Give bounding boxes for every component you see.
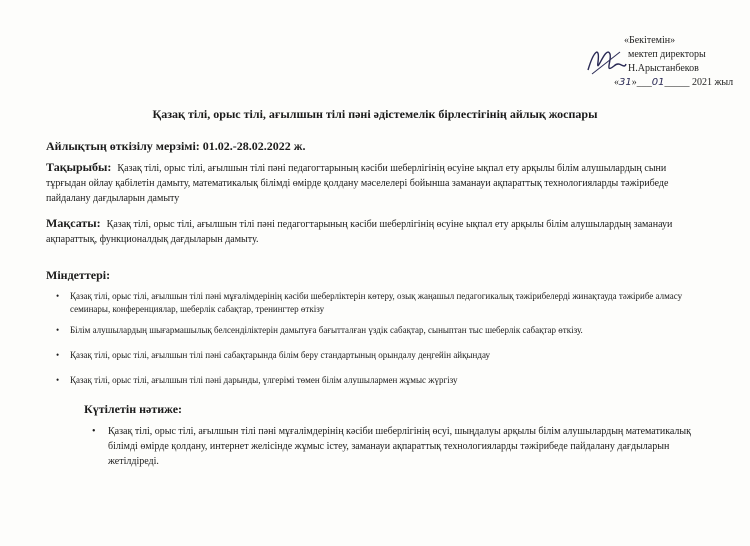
goal-text: Қазақ тілі, орыс тілі, ағылшын тілі пәні педагогтарының кәсіби шеберлігінің өсуіне ықпал ету арқылы білім алушылардың заманауи ақпараттық, функционалдық дағдыларын дамыту. (46, 219, 673, 245)
document-title: Қазақ тілі, орыс тілі, ағылшын тілі пәні әдістемелік бірлестігінің айлық жоспары (152, 107, 598, 121)
result-list (92, 424, 712, 469)
deadline-line: Айлықтың өткізілу мерзімі: 01.02.-28.02.2022 ж. (46, 139, 306, 153)
goal-section (46, 216, 686, 247)
approval-line1: «Бекітемін» (624, 35, 676, 46)
tasks-list (56, 374, 706, 387)
list-item: • Білім алушылардың шығармашылық белсенділіктерін дамытуға бағытталған үздік сабақтар, сыныптан тыс шеберлік сабақтар өткізу. (56, 325, 583, 335)
date-month: 01 (651, 77, 665, 88)
approval-line3: Н.Арыстанбеков (628, 63, 699, 74)
bullet-icon: • (92, 426, 96, 437)
topic-section (46, 160, 686, 206)
tasks-list (56, 324, 706, 337)
result-heading: Күтілетін нәтиже: (84, 402, 183, 416)
list-item: • Қазақ тілі, орыс тілі, ағылшын тілі пәні дарынды, үлгерімі төмен білім алушылармен жұмыс жүргізу (56, 375, 458, 385)
topic-text: Қазақ тілі, орыс тілі, ағылшын тілі пәні педагогтарының кәсіби шеберлігінің өсуіне ықпал ету арқылы білім алушылардың сыни тұрғыдан ойлау қабілетін дамыту, математикалық білімді өмірде қолдану мәселелері бойынша заманауи ақпараттық технологияларды тәжірибеде пайдалану дағдыларын дамыту (46, 163, 669, 204)
list-item: • Қазақ тілі, орыс тілі, ағылшын тілі пәні сабақтарында білім беру стандартының орындалу деңгейін айқындау (56, 350, 490, 360)
goal-label: Мақсаты: (46, 216, 101, 230)
approval-date: «31»___01_____ 2021 жыл (614, 77, 734, 88)
bullet-icon: • (56, 375, 60, 385)
list-item: • Қазақ тілі, орыс тілі, ағылшын тілі пәні мұғалімдерінің кәсіби шеберліктерін көтеру, озық жаңашыл педагогикалық тәжірибелерді жинақтауда тәжірибе алмасу семинары, конференциялар, шеберлік сабақтар, тренингтер өткізу (56, 291, 683, 314)
bullet-icon: • (56, 350, 60, 360)
tasks-list (56, 290, 706, 316)
list-item: • Қазақ тілі, орыс тілі, ағылшын тілі пәні мұғалімдерінің кәсіби шеберлігінің өсуі, шыңдалуы арқылы білім алушылардың математикалық білімді өмірде қолдану, интернет желісінде жұмыс істеу, заманауи ақпараттық технологияларды тәжірибеде пайдалану дағдыларын жетілдіреді. (92, 426, 691, 467)
tasks-list (56, 349, 706, 362)
bullet-icon: • (56, 291, 60, 301)
approval-line2: мектеп директоры (628, 49, 706, 60)
tasks-heading: Міндеттері: (46, 268, 111, 282)
bullet-icon: • (56, 325, 60, 335)
date-day: 31 (619, 77, 632, 88)
approval-block (614, 34, 733, 90)
topic-label: Тақырыбы: (46, 160, 112, 174)
date-year: 2021 жыл (691, 77, 734, 88)
